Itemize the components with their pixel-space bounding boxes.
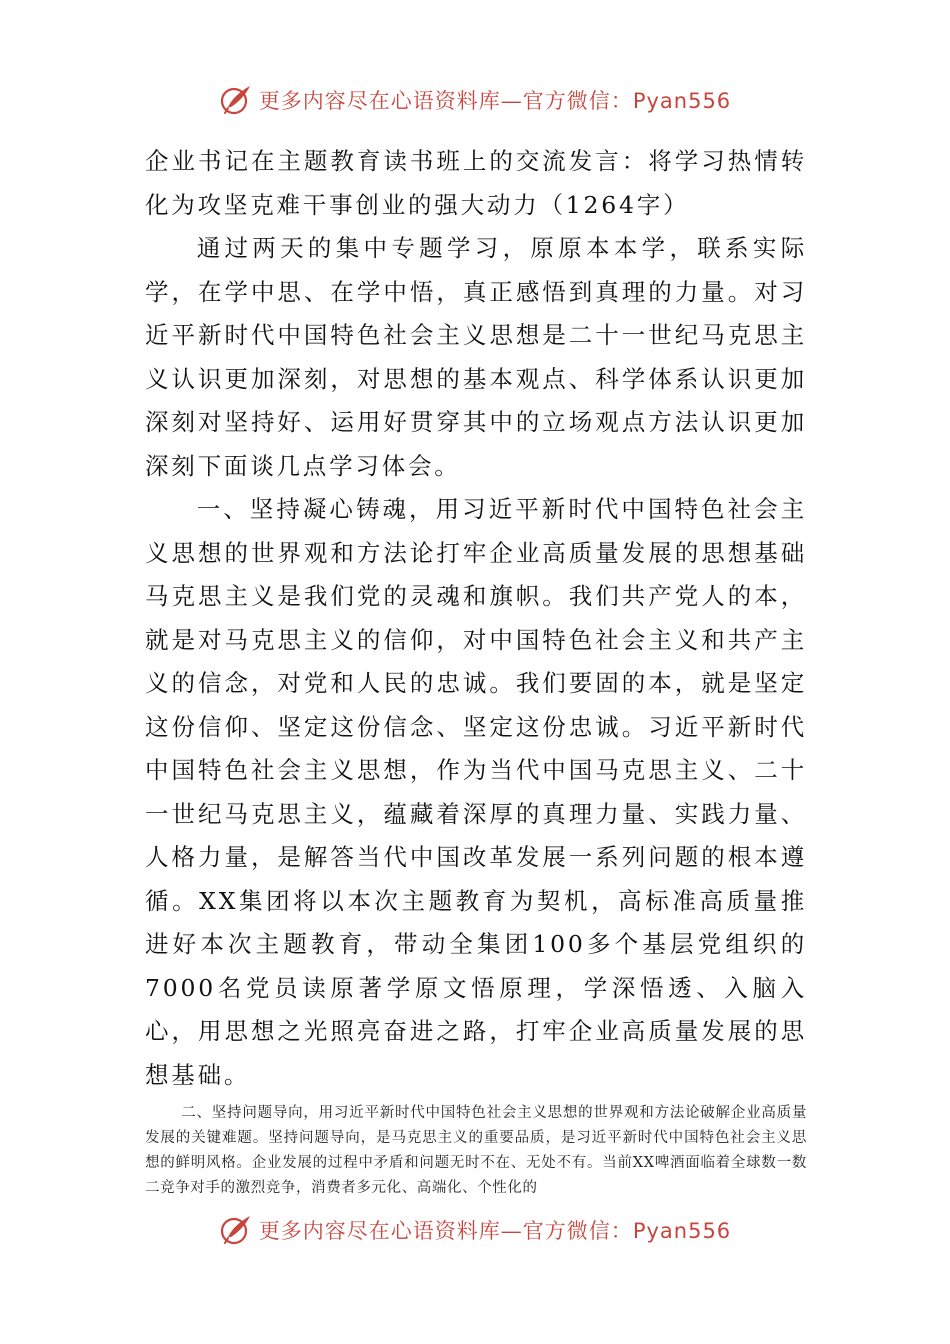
quill-logo-icon — [219, 1213, 253, 1247]
footer-banner-content — [219, 1213, 731, 1247]
footer-banner — [0, 1210, 950, 1250]
quill-logo-icon — [219, 83, 253, 117]
banner-text: 更多内容尽在心语资料库—官方微信：Pyan556 — [258, 1219, 732, 1243]
paragraph-section-one: 一、坚持凝心铸魂，用习近平新时代中国特色社会主义思想的世界观和方法论打牢企业高质量发展的思想基础马克思主义是我们党的灵魂和旗帜。我们共产党人的本，就是对马克思主义的信仰，对中国特色社会主义和共产主义的信念，对党和人民的忠诚。我们要固的本，就是坚定这份信仰、坚定这份信念、坚定这份忠诚。习近平新时代中国特色社会主义思想，作为当代中国马克思主义、二十一世纪马克思主义，蕴藏着深厚的真理力量、实践力量、人格力量，是解答当代中国改革发展一系列问题的根本遵循。XX集团将以本次主题教育为契机，高标准高质量推进好本次主题教育，带动全集团100多个基层党组织的7000名党员读原著学原文悟原理，学深悟透、入脑入心，用思想之光照亮奋进之路，打牢企业高质量发展的思想基础。 — [145, 495, 807, 1089]
document-body — [145, 140, 807, 1201]
wechat-id: Pyan556 — [632, 89, 732, 113]
header-banner — [0, 80, 950, 120]
header-banner-content — [219, 83, 731, 117]
document-title: 企业书记在主题教育读书班上的交流发言：将学习热情转化为攻坚克难干事创业的强大动力（1264字） — [145, 147, 807, 219]
banner-text: 更多内容尽在心语资料库—官方微信：Pyan556 — [258, 89, 732, 113]
wechat-id: Pyan556 — [632, 1219, 732, 1243]
paragraph-intro: 通过两天的集中专题学习，原原本本学，联系实际学，在学中思、在学中悟，真正感悟到真理的力量。对习近平新时代中国特色社会主义思想是二十一世纪马克思主义认识更加深刻，对思想的基本观点、科学体系认识更加深刻对坚持好、运用好贯穿其中的立场观点方法认识更加深刻下面谈几点学习体会。 — [145, 234, 807, 480]
paragraph-section-two: 二、坚持问题导向，用习近平新时代中国特色社会主义思想的世界观和方法论破解企业高质量发展的关键难题。坚持问题导向，是马克思主义的重要品质，是习近平新时代中国特色社会主义思想的鲜明风格。企业发展的过程中矛盾和问题无时不在、无处不有。当前XX啤酒面临着全球数一数二竞争对手的激烈竞争，消费者多元化、高端化、个性化的 — [145, 1105, 807, 1196]
